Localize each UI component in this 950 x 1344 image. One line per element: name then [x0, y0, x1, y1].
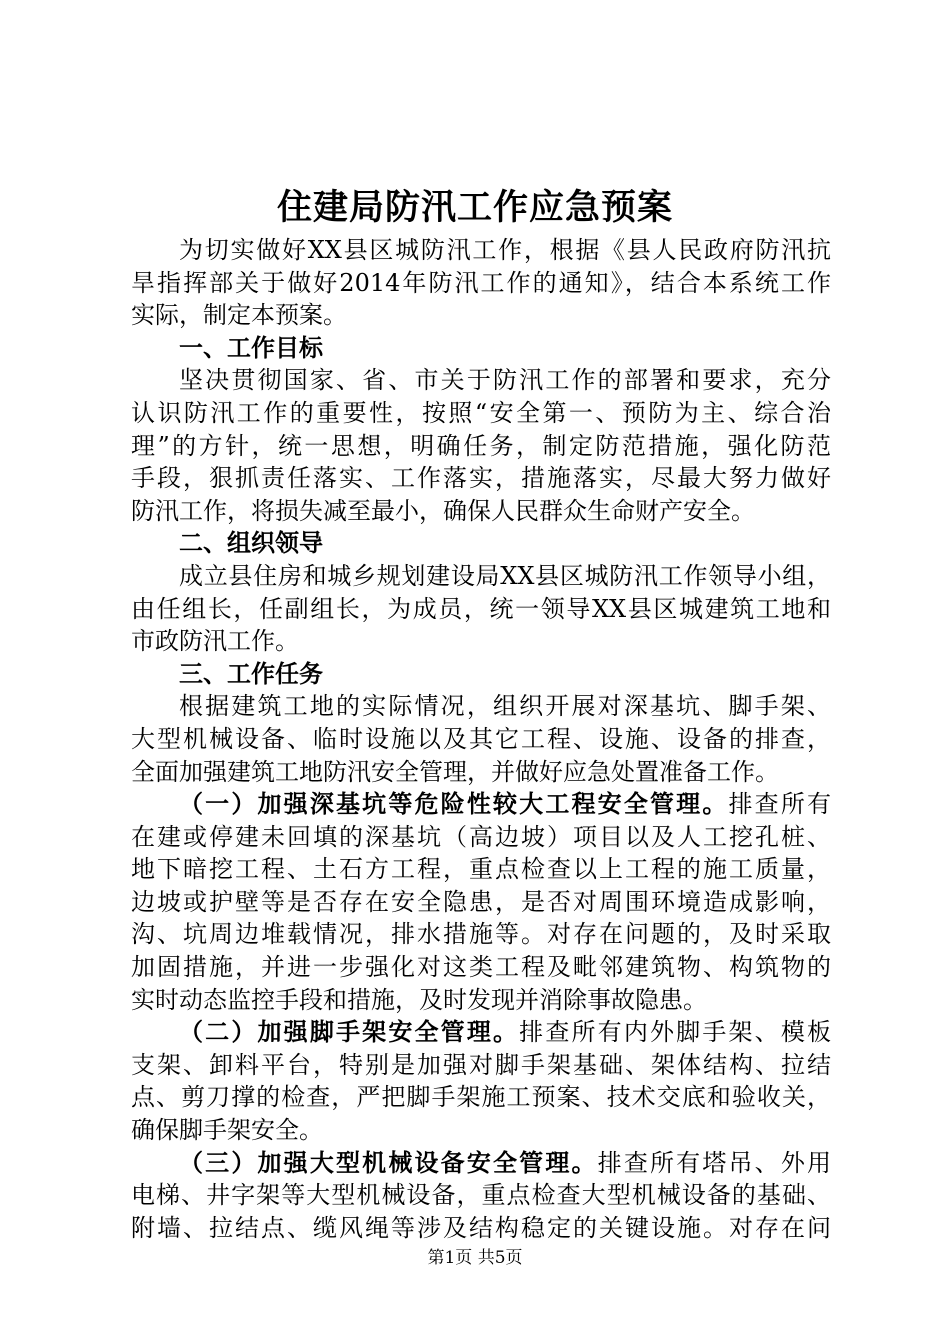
paragraph-line: 支架、卸料平台，特别是加强对脚手架基础、架体结构、拉结 — [131, 1050, 831, 1079]
paragraph-line: 由任组长，任副组长，为成员，统一领导XX县区城建筑工地和 — [131, 594, 831, 623]
paragraph-line: 确保脚手架安全。 — [131, 1116, 323, 1145]
paragraph-line: 市政防汛工作。 — [131, 627, 299, 656]
page-footer: 第1页 共5页 — [427, 1248, 523, 1268]
item-text: 排查所有塔吊、外用 — [597, 1148, 831, 1177]
paragraph-line: 加固措施，并进一步强化对这类工程及毗邻建筑物、构筑物的 — [131, 953, 831, 982]
item-first-line — [131, 1016, 831, 1049]
paragraph-line: 根据建筑工地的实际情况，组织开展对深基坑、脚手架、 — [179, 692, 831, 721]
section-heading: 一、工作目标 — [179, 333, 323, 362]
paragraph-line: 电梯、井字架等大型机械设备，重点检查大型机械设备的基础、 — [131, 1181, 831, 1210]
item-heading: （二）加强脚手架安全管理。 — [179, 1018, 520, 1047]
paragraph-line: 实际，制定本预案。 — [131, 301, 347, 330]
paragraph-line: 沟、坑周边堆载情况，排水措施等。对存在问题的，及时采取 — [131, 920, 831, 949]
paragraph-line: 认识防汛工作的重要性，按照“安全第一、预防为主、综合治 — [131, 398, 831, 427]
item-heading: （三）加强大型机械设备安全管理。 — [179, 1148, 598, 1177]
paragraph-line: 附墙、拉结点、缆风绳等涉及结构稳定的关键设施。对存在问 — [131, 1213, 831, 1242]
paragraph-line: 防汛工作，将损失减至最小，确保人民群众生命财产安全。 — [131, 496, 755, 525]
paragraph-line: 理”的方针，统一思想，明确任务，制定防范措施，强化防范 — [131, 431, 831, 460]
item-heading: （一）加强深基坑等危险性较大工程安全管理。 — [179, 790, 729, 819]
paragraph-line: 实时动态监控手段和措施，及时发现并消除事故隐患。 — [131, 985, 707, 1014]
paragraph-line: 地下暗挖工程、土石方工程，重点检查以上工程的施工质量， — [131, 855, 831, 884]
paragraph-line: 旱指挥部关于做好2014年防汛工作的通知》，结合本系统工作 — [131, 268, 831, 297]
paragraph-line: 在建或停建未回填的深基坑（高边坡）项目以及人工挖孔桩、 — [131, 822, 831, 851]
paragraph-line: 手段，狠抓责任落实、工作落实，措施落实，尽最大努力做好 — [131, 464, 831, 493]
item-first-line — [131, 1147, 831, 1180]
item-text: 排查所有内外脚手架、模板 — [519, 1018, 831, 1047]
paragraph-line: 坚决贯彻国家、省、市关于防汛工作的部署和要求，充分 — [179, 366, 831, 395]
paragraph-line: 成立县住房和城乡规划建设局XX县区城防汛工作领导小组， — [179, 561, 831, 590]
document-title: 住建局防汛工作应急预案 — [276, 187, 673, 228]
paragraph-line: 边坡或护壁等是否存在安全隐患，是否对周围环境造成影响， — [131, 887, 831, 916]
paragraph-line: 为切实做好XX县区城防汛工作，根据《县人民政府防汛抗 — [179, 236, 831, 264]
paragraph-line: 点、剪刀撑的检查，严把脚手架施工预案、技术交底和验收关， — [131, 1083, 831, 1112]
section-heading: 三、工作任务 — [179, 659, 323, 688]
document-body — [131, 234, 831, 1244]
section-heading: 二、组织领导 — [179, 529, 323, 558]
item-text: 排查所有 — [728, 790, 831, 819]
item-first-line — [131, 788, 831, 821]
paragraph-line: 大型机械设备、临时设施以及其它工程、设施、设备的排查， — [131, 724, 831, 753]
paragraph-line: 全面加强建筑工地防汛安全管理，并做好应急处置准备工作。 — [131, 757, 779, 786]
